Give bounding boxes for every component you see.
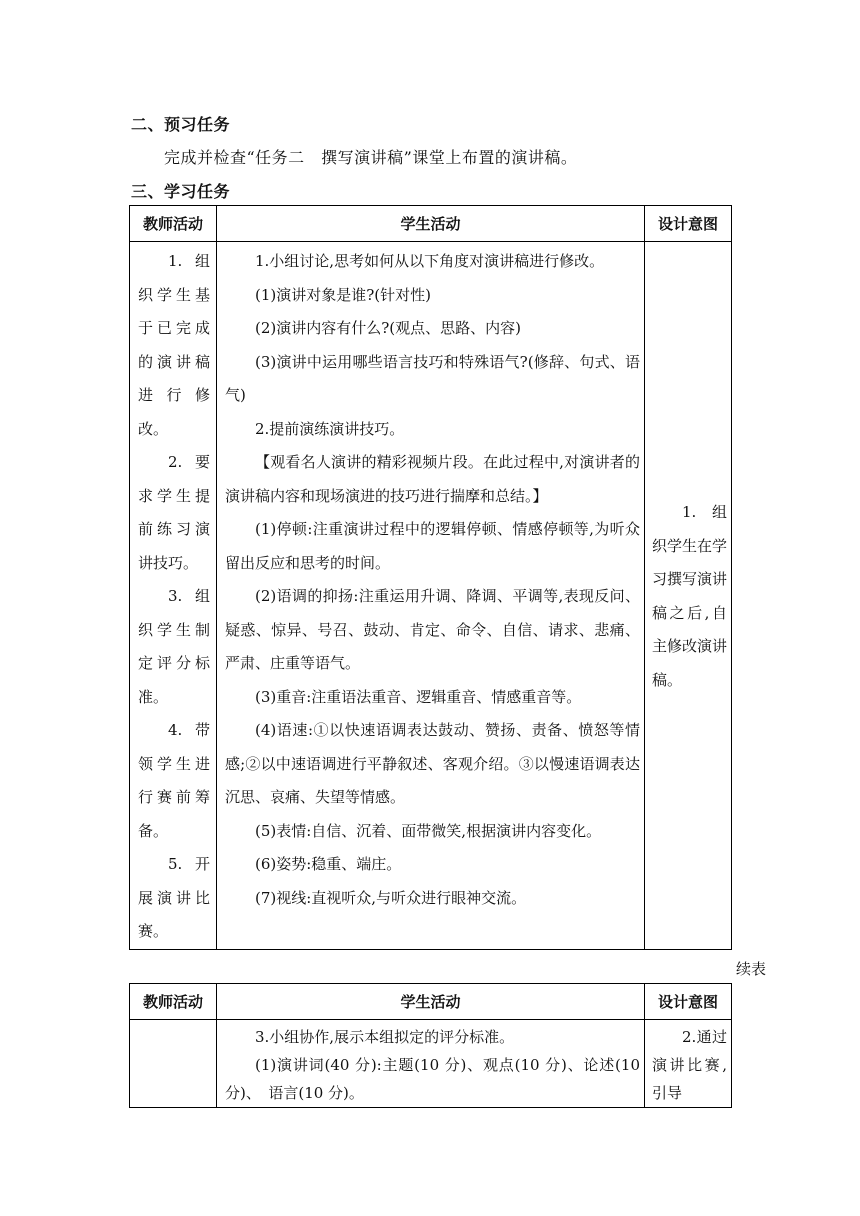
header-student-activity: 学生活动 [217,206,645,242]
student-activity-cell [217,1020,645,1108]
student-item: (1)演讲对象是谁?(针对性) [255,285,431,304]
table-row [130,242,732,950]
teacher-step-2: 2. 要求学生提前练习演讲技巧。 [138,453,210,572]
header-design-intent: 设计意图 [645,206,732,242]
header-teacher-activity: 教师活动 [130,206,217,242]
header-teacher-activity: 教师活动 [130,984,217,1020]
student-item: 2.提前演练演讲技巧。 [255,419,405,438]
student-item: (1)停顿:注重演讲过程中的逻辑停顿、情感停顿等,为听众留出反应和思考的时间。 [225,520,640,572]
design-intent-cell [645,1020,732,1108]
continued-table [129,983,732,1108]
teacher-step-5: 5. 开展演讲比赛。 [138,855,210,940]
student-item: (6)姿势:稳重、端庄。 [255,855,402,873]
learning-task-table [129,205,732,950]
teacher-step-4: 4. 带领学生进行赛前筹备。 [138,721,210,840]
student-item: (7)视线:直视听众,与听众进行眼神交流。 [255,888,527,907]
table-header-row [130,984,732,1020]
student-item: 【观看名人演讲的精彩视频片段。在此过程中,对演讲者的演讲稿内容和现场演进的技巧进行揣摩和总结。】 [225,453,640,505]
student-item: 1.小组讨论,思考如何从以下角度对演讲稿进行修改。 [255,252,605,270]
student-item: (2)演讲内容有什么?(观点、思路、内容) [255,319,521,337]
student-item: 3.小组协作,展示本组拟定的评分标准。 [255,1028,515,1046]
student-item: (3)重音:注重语法重音、逻辑重音、情感重音等。 [255,687,582,706]
header-design-intent: 设计意图 [645,984,732,1020]
header-student-activity: 学生活动 [217,984,645,1020]
student-item: (3)演讲中运用哪些语言技巧和特殊语气?(修辞、句式、语气) [225,352,640,404]
design-intent-text: 1. 组织学生在学习撰写演讲稿之后,自主修改演讲稿。 [652,503,728,689]
section-heading-learning: 三、学习任务 [131,182,231,201]
teacher-activity-cell [130,242,217,950]
student-item: (5)表情:自信、沉着、面带微笑,根据演讲内容变化。 [255,821,602,840]
teacher-step-3: 3. 组织学生制定评分标准。 [138,587,210,706]
student-activity-cell [217,242,645,950]
teacher-activity-cell [130,1020,217,1108]
student-item: (1)演讲词(40 分):主题(10 分)、观点(10 分)、论述(10 分)、 语言(10 分)。 [225,1056,640,1102]
teacher-step-1: 1. 组织学生基于已完成的演讲稿进行修改。 [138,252,210,438]
student-item: (4)语速:①以快速语调表达鼓动、赞扬、责备、愤怒等情感;②以中速语调进行平静叙述、客观介绍。③以慢速语调表达沉思、哀痛、失望等情感。 [225,721,640,806]
design-intent-cell [645,242,732,950]
student-item: (2)语调的抑扬:注重运用升调、降调、平调等,表现反问、疑惑、惊异、号召、鼓动、肯定、命令、自信、请求、悲痛、严肃、庄重等语气。 [225,587,640,672]
table-row [130,1020,732,1108]
section-heading-preview: 二、预习任务 [131,115,231,134]
continued-table-label: 续表 [735,960,766,978]
table-header-row [130,206,732,242]
preview-task-text: 完成并检查“任务二 撰写演讲稿”课堂上布置的演讲稿。 [164,148,578,167]
design-intent-text: 2.通过演讲比赛,引导 [652,1028,727,1102]
